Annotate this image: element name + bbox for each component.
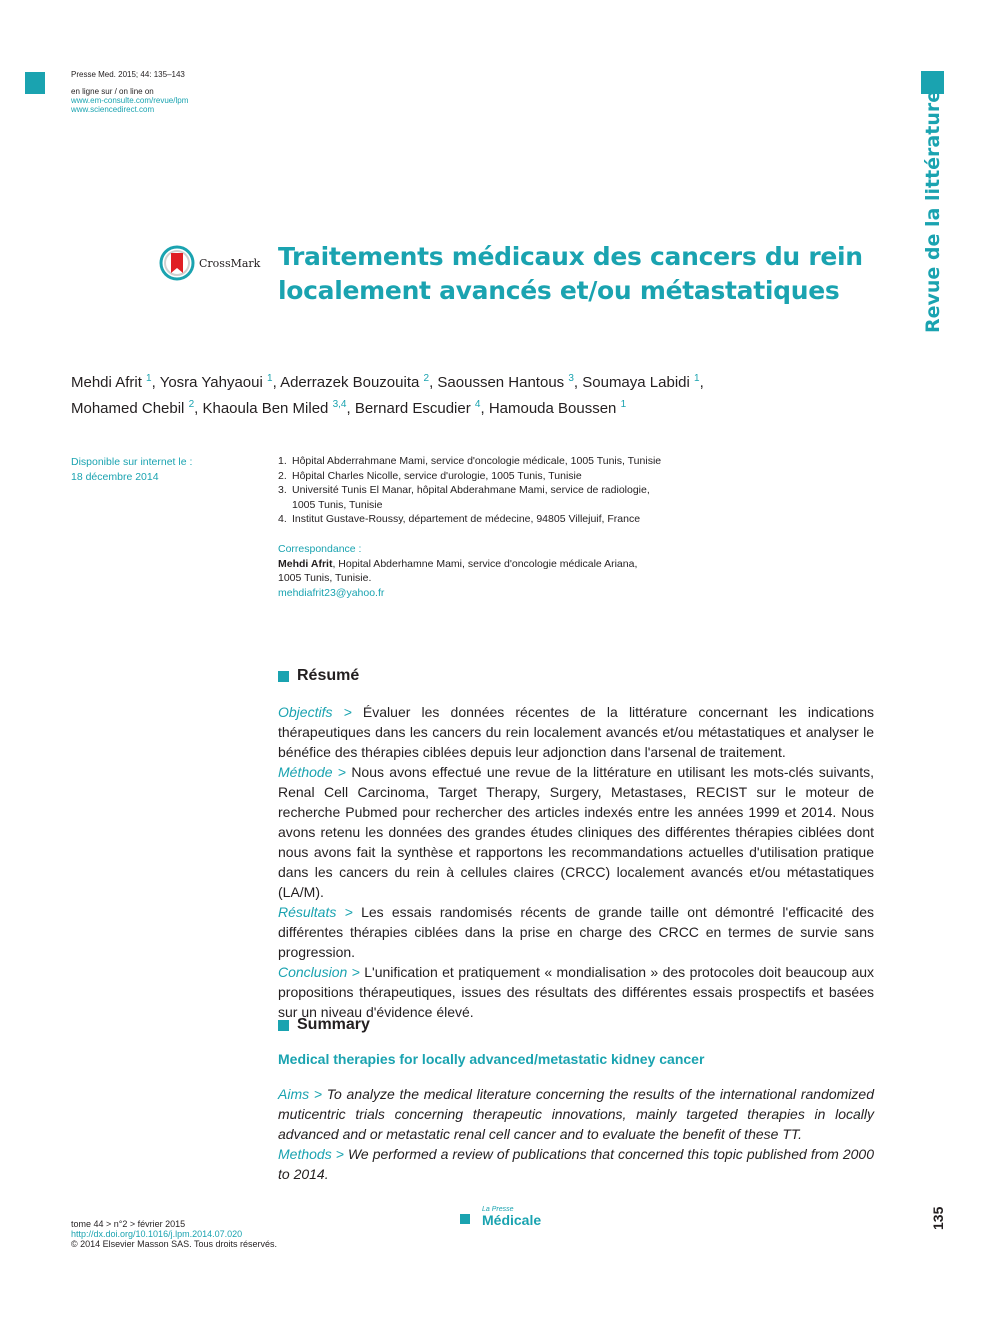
author: Bernard Escudier [354,400,471,417]
author: Aderrazek Bouzouita [280,374,420,391]
methods-text: We performed a review of publications that concerned this topic published from 2000 to 2014. [278,1146,875,1182]
online-label: en ligne sur / on line on [71,87,154,96]
crossmark-label: CrossMark [199,256,261,270]
citation: Presse Med. 2015; 44: 135–143 [71,70,185,79]
author-list [71,368,891,420]
author: Saoussen Hantous [437,374,565,391]
affiliation-number: 4. [278,513,287,525]
affiliation-item [278,454,838,469]
author-line-1: Mehdi Afrit $^1$, Yosra Yahyaoui $^1$, Aderrazek Bouzouita $^2$, Saoussen Hantous $^3$, Soumaya Labidi $^1$, [71,373,704,391]
author: Soumaya Labidi [582,374,690,391]
summary-heading [278,1016,370,1034]
title-line-1: Traitements médicaux des cancers du rein [278,242,863,271]
summary-heading-text: Summary [297,1016,370,1033]
correspondence-label: Correspondance : [278,543,362,555]
resume-heading-text: Résumé [297,667,360,684]
article-title [278,240,878,308]
page-number: 135 [930,1206,946,1230]
author: Mohamed Chebil [71,400,185,417]
affiliation-number: 1. [278,455,287,467]
resume-objectifs [278,702,874,762]
available-label: Disponible sur internet le : [71,456,193,468]
resume-body [278,702,874,1022]
affiliation-item [278,483,838,498]
resultats-label: Résultats > [278,904,353,920]
author-affil-ref: 1 [694,373,700,384]
doi-link[interactable]: http://dx.doi.org/10.1016/j.lpm.2014.07.020 [71,1229,243,1239]
affiliation-item [278,469,838,484]
journal-logo [460,1206,541,1227]
objectifs-text: Évaluer les données récentes de la littérature concernant les indications thérapeutiques dans les cancers du rein localement avancés et/ou métastatiques et analyser le bénéfice des thérapies ciblées depuis leur adjonction dans l'arsenal de traitement. [278,704,875,760]
aims-text: To analyze the medical literature concerning the results of the international randomized muticentric trials concerning therapeutic innovations, mainly targeted therapies in locally advanced and or metastatic renal cell cancer and to evaluate the benefit of these TT. [278,1086,874,1142]
correspondence-line-2: 1005 Tunis, Tunisie. [278,572,372,584]
affiliation-item [278,498,838,513]
methode-label: Méthode > [278,764,346,780]
crossmark-badge[interactable] [159,245,260,281]
summary-body [278,1084,874,1184]
author: Mehdi Afrit [71,374,142,391]
author: Hamouda Boussen [488,400,617,417]
affiliation-text: 1005 Tunis, Tunisie [292,498,383,511]
affiliation-item [278,512,838,527]
section-bullet-icon [278,671,289,682]
correspondence-email[interactable]: mehdiafrit23@yahoo.fr [278,586,385,599]
summary-methods [278,1144,874,1184]
resume-conclusion [278,962,874,1022]
objectifs-label: Objectifs > [278,704,352,720]
methods-label: Methods > [278,1146,344,1162]
journal-header [71,70,291,114]
journal-logo-name: Médicale [482,1212,542,1228]
affiliation-text: Université Tunis El Manar, hôpital Abderahmane Mami, service de radiologie, [292,484,650,496]
author-affil-ref: 3 [568,373,574,384]
resume-methode [278,762,874,902]
author-line-2: Mohamed Chebil $^2$, Khaoula Ben Miled $^{3,4}$, Bernard Escudier $^4$, Hamouda Boussen $^1$ [71,399,627,417]
footer-info [71,1219,401,1249]
author-affil-ref: 3,4 [332,399,347,410]
methode-text: Nous avons effectué une revue de la littérature en utilisant les mots-clés suivants, Renal Cell Carcinoma, Target Therapy, Surgery, Metastases, RECIST sur le moteur de recherche Pubmed pour rechercher des articles indexés entre les années 1999 et 2014. Nous avons retenu les données des grandes études cliniques des différentes thérapies ciblées dont nous avons fait la synthèse et rapportons les recommandations actuelles d'utilisation pratique dans les cancers du rein à cellules claires (CRCC) localement avancés et/ou métastatiques (LA/M). [278,764,874,900]
summary-subtitle: Medical therapies for locally advanced/metastatic kidney cancer [278,1051,705,1067]
available-date: 18 décembre 2014 [71,470,159,483]
correspondence [278,542,838,600]
author-affil-ref: 1 [267,373,273,384]
summary-aims [278,1084,874,1144]
author: Khaoula Ben Miled [202,400,329,417]
affiliation-number: 3. [278,484,287,496]
author-affil-ref: 2 [188,399,195,410]
url-em-consulte[interactable]: www.em-consulte.com/revue/lpm [71,96,189,105]
corner-square-left [25,72,45,94]
resume-resultats [278,902,874,962]
correspondence-name: Mehdi Afrit [278,557,333,570]
section-side-label: Revue de la littérature [922,89,944,333]
conclusion-text: L'unification et pratiquement « mondialisation » des protocoles doit beaucoup aux propositions thérapeutiques, issues des résultats des différentes essais prospectifs et basées sur un niveau d'évidence élevé. [278,964,875,1020]
title-line-2: localement avancés et/ou métastatiques [278,276,840,305]
author: Yosra Yahyaoui [159,374,263,391]
affiliation-text: Institut Gustave-Roussy, département de médecine, 94805 Villejuif, France [292,513,641,525]
conclusion-label: Conclusion > [278,964,360,980]
author-affil-ref: 1 [620,399,627,410]
url-sciencedirect[interactable]: www.sciencedirect.com [71,105,155,114]
affiliation-text: Hôpital Abderrahmane Mami, service d'oncologie médicale, 1005 Tunis, Tunisie [292,455,662,467]
section-bullet-icon [278,1020,289,1031]
issue-info: tome 44 > n°2 > février 2015 [71,1219,186,1229]
author-affil-ref: 4 [474,399,481,410]
journal-logo-small: La Presse [482,1206,514,1213]
correspondence-line-1 [278,557,838,572]
affiliation-text: Hôpital Charles Nicolle, service d'urologie, 1005 Tunis, Tunisie [292,469,582,482]
aims-label: Aims > [278,1086,323,1102]
resume-heading [278,667,359,685]
resultats-text: Les essais randomisés récents de grande taille ont démontré l'efficacité des différentes thérapies ciblées dans la prise en charge des CRCC en termes de survie sans progression. [278,904,875,960]
availability-info [71,455,192,484]
crossmark-icon [159,245,195,281]
author-affil-ref: 1 [146,373,152,384]
affiliations [278,454,838,527]
copyright: © 2014 Elsevier Masson SAS. Tous droits réservés. [71,1239,278,1249]
correspondence-address: , Hopital Abderhamne Mami, service d'oncologie médicale Ariana, [332,557,638,570]
logo-square-icon [460,1214,470,1224]
author-affil-ref: 2 [423,373,430,384]
affiliation-number: 2. [278,469,287,482]
